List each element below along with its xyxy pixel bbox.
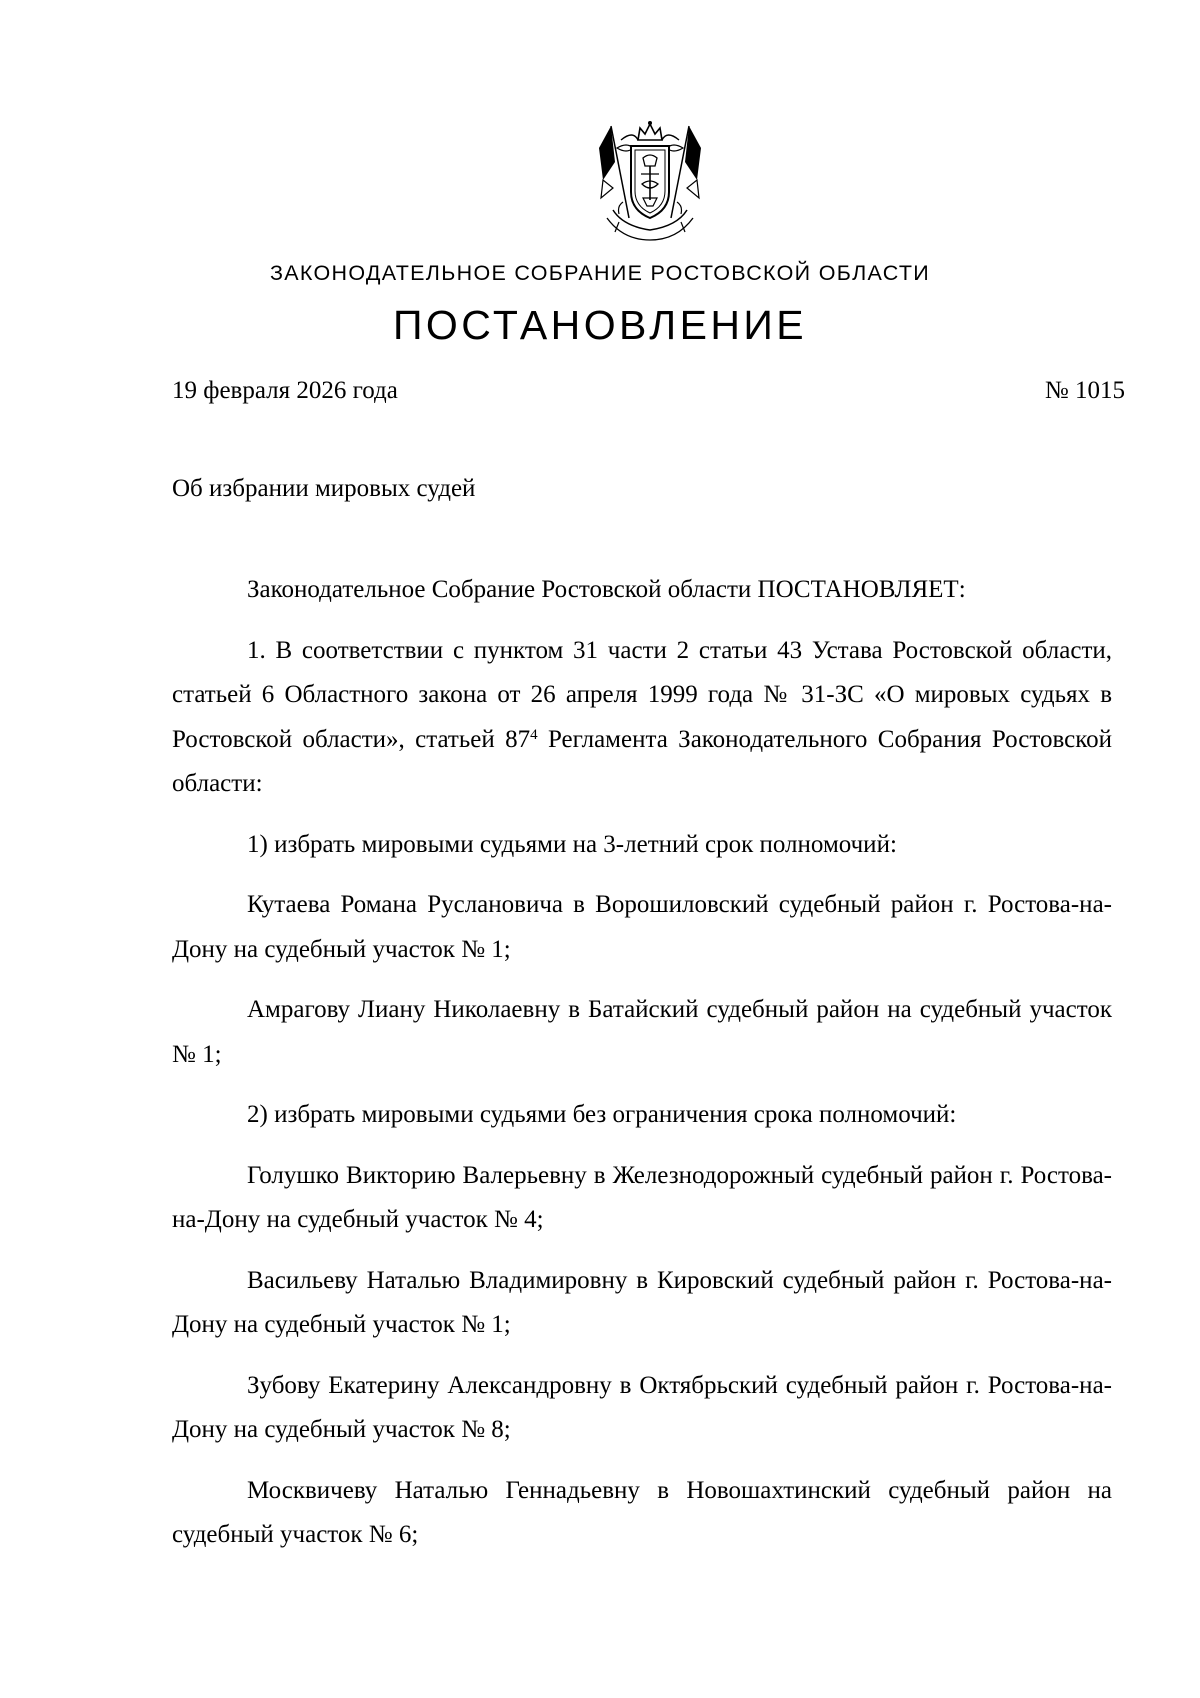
clause-1-superscript: 4 (530, 726, 538, 743)
organization-name: ЗАКОНОДАТЕЛЬНОЕ СОБРАНИЕ РОСТОВСКОЙ ОБЛАСТИ (270, 261, 930, 285)
judge-list-item: Зубову Екатерину Александровну в Октябрьский судебный район г. Ростова-на-Дону на судебный участок № 8; (172, 1371, 1112, 1443)
judge-list-item: Голушко Викторию Валерьевну в Железнодорожный судебный район г. Ростова-на-Дону на судебный участок № 4; (172, 1161, 1112, 1233)
document-number: № 1015 (1044, 377, 1125, 404)
document-subject: Об избрании мировых судей (172, 475, 476, 502)
document-body (172, 568, 1112, 1574)
judge-list-item: Амрагову Лиану Николаевну в Батайский судебный район на судебный участок № 1; (172, 996, 1112, 1068)
clause-1-text-part-1: 1. В соответствии с пунктом 31 части 2 статьи 43 Устава Ростовской области, статьей 6 Областного закона от 26 апреля 1999 года № 31-ЗС «О мировых судьях в Ростовской области», статьей 87 (172, 636, 1112, 753)
preamble-paragraph: Законодательное Собрание Ростовской области ПОСТАНОВЛЯЕТ: (247, 576, 966, 603)
clause-1-text-part-2: Регламента Законодательного Собрания Ростовской области: (172, 725, 1112, 797)
subclause-2-heading: 2) избрать мировыми судьями без ограничения срока полномочий: (247, 1101, 957, 1128)
subclause-1-heading: 1) избрать мировыми судьями на 3-летний срок полномочий: (247, 830, 897, 858)
judge-list-item: Кутаева Романа Руслановича в Ворошиловский судебный район г. Ростова-на-Дону на судебный участок № 1; (172, 891, 1112, 963)
document-date: 19 февраля 2026 года (172, 377, 398, 404)
judge-list-item: Москвичеву Наталью Геннадьевну в Новошахтинский судебный район на судебный участок № 6; (172, 1476, 1112, 1548)
judge-list-item: Васильеву Наталью Владимировну в Кировский судебный район г. Ростова-на-Дону на судебный участок № 1; (172, 1266, 1112, 1338)
document-type-title: ПОСТАНОВЛЕНИЕ (393, 302, 807, 348)
clause-1-paragraph (172, 629, 1112, 807)
coat-of-arms-emblem-icon (593, 118, 707, 244)
